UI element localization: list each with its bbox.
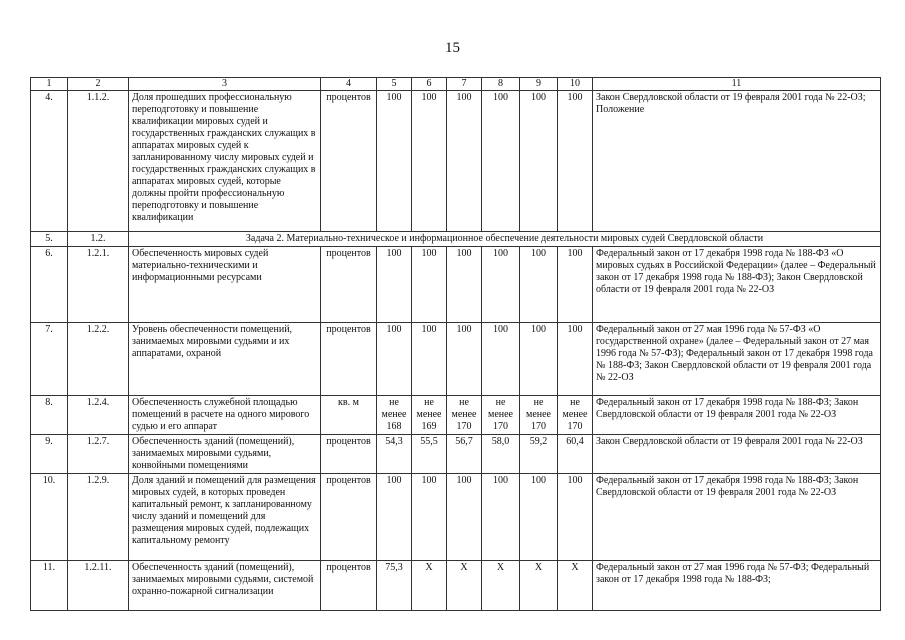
unit-cell: процентов xyxy=(321,247,377,323)
indicator-code-cell: 1.2.2. xyxy=(68,323,129,396)
value-cell: 56,7 xyxy=(447,435,482,474)
table-row xyxy=(31,561,881,611)
value-cell: 75,3 xyxy=(377,561,412,611)
indicator-code-cell: 1.2.9. xyxy=(68,474,129,561)
column-header: 10 xyxy=(558,78,593,91)
value-cell: 100 xyxy=(377,474,412,561)
column-header: 11 xyxy=(593,78,881,91)
indicator-name-cell: Доля прошедших профессиональную переподготовку и повышение квалификации мировых судей и государственных гражданских служащих в аппаратах мировых судей к запланированному числу мировых судей и государственных гражданских служащих в аппаратах мировых судей, которые должны пройти профессиональную переподготовку и повышение квалификации xyxy=(129,91,321,232)
unit-cell: процентов xyxy=(321,323,377,396)
value-cell: 100 xyxy=(482,323,520,396)
source-cell: Федеральный закон от 17 декабря 1998 года № 188-ФЗ «О мировых судьях в Российской Федерации» (далее – Федеральный закон от 17 декабря 1998 года № 188-ФЗ); Закон Свердловской области от 19 февраля 2001 года № 22-ОЗ xyxy=(593,247,881,323)
value-cell: 100 xyxy=(412,91,447,232)
source-cell: Федеральный закон от 27 мая 1996 года № 57-ФЗ; Федеральный закон от 17 декабря 1998 года № 188-ФЗ; xyxy=(593,561,881,611)
value-cell: 100 xyxy=(482,91,520,232)
indicator-code-cell: 1.2.7. xyxy=(68,435,129,474)
table-row xyxy=(31,474,881,561)
table-row xyxy=(31,247,881,323)
value-cell: 100 xyxy=(520,91,558,232)
value-cell: 100 xyxy=(412,247,447,323)
row-number-cell: 5. xyxy=(31,232,68,247)
value-cell: 100 xyxy=(558,91,593,232)
table-row xyxy=(31,435,881,474)
indicator-name-cell: Обеспеченность мировых судей материально-техническими и информационными ресурсами xyxy=(129,247,321,323)
row-number-cell: 8. xyxy=(31,396,68,435)
value-cell: Х xyxy=(482,561,520,611)
column-header: 7 xyxy=(447,78,482,91)
value-cell: 58,0 xyxy=(482,435,520,474)
value-cell: 100 xyxy=(447,323,482,396)
column-header: 6 xyxy=(412,78,447,91)
value-cell: 100 xyxy=(447,247,482,323)
value-cell: не менее 169 xyxy=(412,396,447,435)
row-number-cell: 10. xyxy=(31,474,68,561)
column-header: 5 xyxy=(377,78,412,91)
source-cell: Федеральный закон от 17 декабря 1998 года № 188-ФЗ; Закон Свердловской области от 19 февраля 2001 года № 22-ОЗ xyxy=(593,474,881,561)
indicator-code-cell: 1.2. xyxy=(68,232,129,247)
indicator-code-cell: 1.2.1. xyxy=(68,247,129,323)
value-cell: 100 xyxy=(520,474,558,561)
value-cell: 100 xyxy=(412,323,447,396)
column-header: 4 xyxy=(321,78,377,91)
value-cell: не менее 170 xyxy=(558,396,593,435)
unit-cell: процентов xyxy=(321,435,377,474)
value-cell: 100 xyxy=(520,323,558,396)
row-number-cell: 6. xyxy=(31,247,68,323)
value-cell: 100 xyxy=(447,91,482,232)
indicator-code-cell: 1.2.11. xyxy=(68,561,129,611)
value-cell: 55,5 xyxy=(412,435,447,474)
value-cell: 100 xyxy=(377,323,412,396)
table-row xyxy=(31,323,881,396)
indicator-name-cell: Обеспеченность зданий (помещений), занимаемых мировыми судьями, конвойными помещениями xyxy=(129,435,321,474)
value-cell: не менее 170 xyxy=(447,396,482,435)
indicator-name-cell: Уровень обеспеченности помещений, занимаемых мировыми судьями и их аппаратами, охраной xyxy=(129,323,321,396)
column-header: 9 xyxy=(520,78,558,91)
value-cell: 54,3 xyxy=(377,435,412,474)
row-number-cell: 11. xyxy=(31,561,68,611)
table-header-row xyxy=(31,78,881,91)
page-number: 15 xyxy=(445,40,460,56)
value-cell: 100 xyxy=(412,474,447,561)
indicator-name-cell: Обеспеченность служебной площадью помещений в расчете на одного мирового судью и его аппарат xyxy=(129,396,321,435)
row-number-cell: 7. xyxy=(31,323,68,396)
unit-cell: кв. м xyxy=(321,396,377,435)
value-cell: не менее 168 xyxy=(377,396,412,435)
source-cell: Закон Свердловской области от 19 февраля 2001 года № 22-ОЗ xyxy=(593,435,881,474)
value-cell: 60,4 xyxy=(558,435,593,474)
value-cell: 59,2 xyxy=(520,435,558,474)
source-cell: Федеральный закон от 27 мая 1996 года № 57-ФЗ «О государственной охране» (далее – Федеральный закон от 27 мая 1996 года № 57-ФЗ); Федеральный закон от 17 декабря 1998 года № 188-ФЗ; Закон Свердловской области от 19 февраля 2001 года № 22-ОЗ xyxy=(593,323,881,396)
value-cell: 100 xyxy=(558,323,593,396)
section-title-cell: Задача 2. Материально-техническое и информационное обеспечение деятельности мировых судей Свердловской области xyxy=(129,232,881,247)
indicator-code-cell: 1.1.2. xyxy=(68,91,129,232)
value-cell: 100 xyxy=(377,247,412,323)
column-header: 1 xyxy=(31,78,68,91)
value-cell: 100 xyxy=(558,247,593,323)
value-cell: Х xyxy=(412,561,447,611)
value-cell: 100 xyxy=(520,247,558,323)
source-cell: Федеральный закон от 17 декабря 1998 года № 188-ФЗ; Закон Свердловской области от 19 февраля 2001 года № 22-ОЗ xyxy=(593,396,881,435)
value-cell: не менее 170 xyxy=(482,396,520,435)
indicator-code-cell: 1.2.4. xyxy=(68,396,129,435)
value-cell: не менее 170 xyxy=(520,396,558,435)
indicator-name-cell: Доля зданий и помещений для размещения мировых судей, в которых проведен капитальный ремонт, к запланированному числу зданий и помещений для размещения мировых судей, подлежащих капитальному ремонту xyxy=(129,474,321,561)
row-number-cell: 4. xyxy=(31,91,68,232)
source-cell: Закон Свердловской области от 19 февраля 2001 года № 22-ОЗ; Положение xyxy=(593,91,881,232)
unit-cell: процентов xyxy=(321,474,377,561)
section-row xyxy=(31,232,881,247)
column-header: 2 xyxy=(68,78,129,91)
value-cell: 100 xyxy=(482,474,520,561)
value-cell: 100 xyxy=(377,91,412,232)
column-header: 8 xyxy=(482,78,520,91)
value-cell: Х xyxy=(558,561,593,611)
row-number-cell: 9. xyxy=(31,435,68,474)
unit-cell: процентов xyxy=(321,561,377,611)
column-header: 3 xyxy=(129,78,321,91)
table-row xyxy=(31,396,881,435)
value-cell: 100 xyxy=(558,474,593,561)
indicator-name-cell: Обеспеченность зданий (помещений), занимаемых мировыми судьями, системой охранно-пожарной сигнализации xyxy=(129,561,321,611)
indicators-table xyxy=(30,77,881,611)
unit-cell: процентов xyxy=(321,91,377,232)
table-row xyxy=(31,91,881,232)
value-cell: Х xyxy=(520,561,558,611)
value-cell: 100 xyxy=(482,247,520,323)
value-cell: Х xyxy=(447,561,482,611)
value-cell: 100 xyxy=(447,474,482,561)
